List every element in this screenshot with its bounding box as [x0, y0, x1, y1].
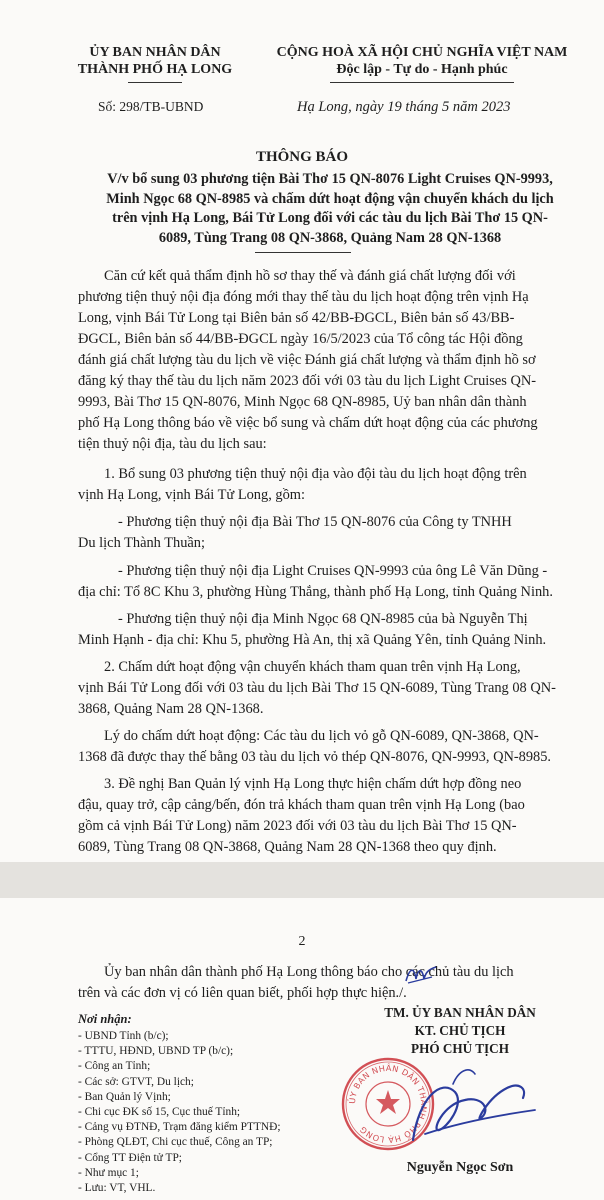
- recipient-item: - Lưu: VT, VHL.: [78, 1182, 156, 1195]
- signer-name: Nguyễn Ngọc Sơn: [406, 1160, 514, 1175]
- recipient-item: - Cảng vụ ĐTNĐ, Trạm đăng kiểm PTTNĐ;: [78, 1121, 281, 1134]
- text-line: 1368 đã được thay thế bằng 03 tàu du lịch vỏ thép QN-8076, QN-9993, QN-8985.: [78, 749, 552, 765]
- closing-paragraph: [78, 962, 514, 1004]
- text-line: Ủy ban nhân dân thành phố Hạ Long thông báo cho các chủ tàu du lịch: [104, 964, 514, 980]
- nation-line-1: CỘNG HOÀ XÃ HỘI CHỦ NGHĨA VIỆT NAM: [276, 45, 568, 60]
- text-line: 9993, Bài Thơ 15 QN-8076, Minh Ngọc 68 QN-8985, Uỷ ban nhân dân thành: [78, 394, 527, 410]
- seal-text: ỦY BAN NHÂN DÂN THÀNH PHỐ HẠ LONG: [346, 1062, 430, 1146]
- recipient-item: - UBND Tỉnh (b/c);: [78, 1030, 169, 1042]
- recipient-item: - Ban Quản lý Vịnh;: [78, 1090, 171, 1103]
- text-line: địa chỉ: Tổ 8C Khu 3, phường Hùng Thắng, thành phố Hạ Long, tỉnh Quảng Ninh.: [78, 584, 553, 600]
- recipient-item: - Các sở: GTVT, Du lịch;: [78, 1075, 194, 1088]
- vessel-3-paragraph: [78, 609, 586, 651]
- text-line: Căn cứ kết quả thẩm định hồ sơ thay thế và đánh giá chất lượng đối với: [104, 268, 516, 284]
- text-line: Lý do chấm dứt hoạt động: Các tàu du lịch vỏ gỗ QN-6089, QN-3868, QN-: [104, 728, 539, 744]
- vessel-2-paragraph: [78, 561, 586, 603]
- agency-underline: [128, 82, 182, 83]
- intro-paragraph: [78, 266, 586, 455]
- text-line: phố Hạ Long thông báo về việc bổ sung và chấm dứt hoạt động của các phương: [78, 415, 538, 431]
- text-line: đậu, quay trở, cập cảng/bến, đón trả khách tham quan trên vịnh Hạ Long (bao: [78, 797, 525, 813]
- text-line: vịnh Hạ Long, vịnh Bái Tử Long, gồm:: [78, 487, 305, 503]
- document-subject: [70, 170, 590, 248]
- recipient-item: - Chi cục ĐK số 15, Cục thuế Tỉnh;: [78, 1106, 241, 1119]
- handwritten-signature: [395, 1058, 545, 1158]
- agency-line-2: THÀNH PHỐ HẠ LONG: [77, 62, 233, 77]
- document-page-2: [0, 898, 604, 1200]
- national-motto: [262, 44, 582, 78]
- text-line: trên và các đơn vị có liên quan biết, phối hợp thực hiện./.: [78, 985, 407, 1001]
- sign-line: KT. CHỦ TỊCH: [414, 1023, 506, 1038]
- recipients-heading: Nơi nhận:: [78, 1012, 132, 1026]
- vessel-1-paragraph: [78, 512, 586, 554]
- reason-paragraph: [78, 726, 586, 768]
- text-line: tiện thuỷ nội địa, tàu du lịch sau:: [78, 436, 267, 452]
- text-line: 3868, Quảng Nam 28 QN-1368.: [78, 701, 264, 717]
- subject-line: trên vịnh Hạ Long, Bái Tử Long đối với các tàu du lịch Bài Thơ 15 QN-: [112, 210, 548, 226]
- recipient-item: - Công an Tỉnh;: [78, 1060, 151, 1073]
- document-title: THÔNG BÁO: [255, 149, 349, 165]
- recipients-list: [78, 1029, 281, 1196]
- recipient-item: - Cổng TT Điện tử TP;: [78, 1151, 182, 1164]
- text-line: - Phương tiện thuỷ nội địa Bài Thơ 15 QN-8076 của Công ty TNHH: [118, 514, 512, 530]
- text-line: 2. Chấm dứt hoạt động vận chuyển khách tham quan trên vịnh Hạ Long,: [104, 659, 521, 675]
- text-line: Du lịch Thành Thuần;: [78, 535, 205, 551]
- recipient-item: - Như mục 1;: [78, 1166, 139, 1179]
- agency-line-1: ỦY BAN NHÂN DÂN: [89, 45, 221, 60]
- issuing-agency: [70, 44, 240, 78]
- text-line: Minh Hạnh - địa chỉ: Khu 5, phường Hà An, thị xã Quảng Yên, tỉnh Quảng Ninh.: [78, 632, 547, 648]
- subject-line: V/v bổ sung 03 phương tiện Bài Thơ 15 QN-8076 Light Cruises QN-9993,: [107, 171, 553, 187]
- text-line: ĐGCL, Biên bản số 44/BB-ĐGCL ngày 16/5/2023 của Tổ công tác Hội đồng: [78, 331, 523, 347]
- document-date: Hạ Long, ngày 19 tháng 5 năm 2023: [297, 99, 511, 115]
- item-3-paragraph: [78, 774, 586, 858]
- page-gap: [0, 862, 604, 898]
- text-line: vịnh Bái Tử Long đối với 03 tàu du lịch Bài Thơ 15 QN-6089, Tùng Trang 08 QN-: [78, 680, 556, 696]
- subject-line: Minh Ngọc 68 QN-8985 và chấm dứt hoạt động vận chuyển khách du lịch: [106, 190, 554, 207]
- sign-line: PHÓ CHỦ TỊCH: [411, 1041, 509, 1056]
- motto-underline: [330, 82, 514, 83]
- nation-line-2: Độc lập - Tự do - Hạnh phúc: [336, 62, 508, 77]
- text-line: - Phương tiện thuỷ nội địa Minh Ngọc 68 QN-8985 của bà Nguyễn Thị: [118, 611, 528, 627]
- document-number: Số: 298/TB-UBND: [98, 99, 204, 114]
- item-2-paragraph: [78, 657, 586, 720]
- signature-block: [350, 1004, 570, 1058]
- text-line: đăng ký thay thế tàu du lịch năm 2023 đối với 03 tàu du lịch Light Cruises QN-: [78, 373, 537, 389]
- subject-underline: [255, 252, 351, 253]
- text-line: đánh giá chất lượng tàu du lịch về việc Đánh giá chất lượng và thẩm định hồ sơ: [78, 352, 536, 368]
- text-line: 6089, Tùng Trang 08 QN-3868, Quảng Nam 28 QN-1368 theo quy định.: [78, 839, 497, 855]
- page-number: 2: [298, 934, 306, 949]
- recipient-item: - Phòng QLĐT, Chi cục thuế, Công an TP;: [78, 1136, 273, 1149]
- text-line: phương tiện thuỷ nội địa đóng mới thay thế tàu du lịch hoạt động trên vịnh Hạ: [78, 289, 529, 305]
- text-line: 3. Đề nghị Ban Quản lý vịnh Hạ Long thực hiện chấm dứt hợp đồng neo: [104, 776, 522, 792]
- text-line: 1. Bổ sung 03 phương tiện thuỷ nội địa vào đội tàu du lịch hoạt động trên: [104, 466, 527, 482]
- recipient-item: - TTTU, HĐND, UBND TP (b/c);: [78, 1045, 234, 1058]
- text-line: - Phương tiện thuỷ nội địa Light Cruises QN-9993 của ông Lê Văn Dũng -: [118, 563, 548, 579]
- sign-line: TM. ỦY BAN NHÂN DÂN: [384, 1005, 536, 1020]
- item-1-paragraph: [78, 464, 586, 506]
- text-line: Long, vịnh Bái Tử Long tại Biên bản số 42/BB-ĐGCL, Biên bản số 43/BB-: [78, 310, 515, 326]
- text-line: gồm cả vịnh Bái Tử Long) năm 2023 đối với 03 tàu du lịch Bài Thơ 15 QN-: [78, 818, 517, 834]
- handwritten-initial: [402, 963, 442, 987]
- subject-line: 6089, Tùng Trang 08 QN-3868, Quảng Nam 28 QN-1368: [158, 229, 502, 246]
